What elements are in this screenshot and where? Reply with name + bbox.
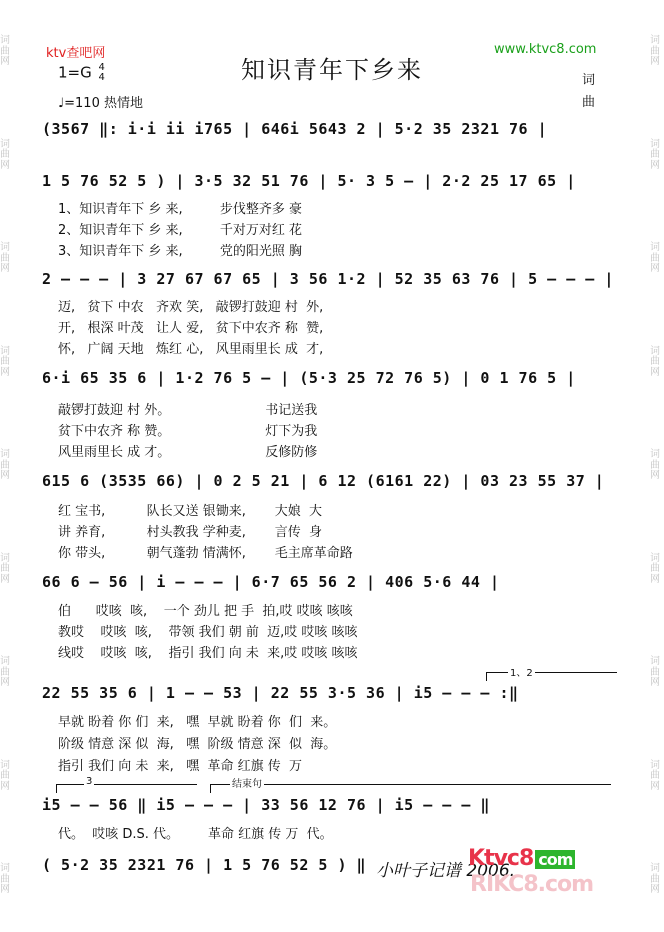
- volta-bracket-3: [56, 784, 197, 793]
- transcriber-signature: 小叶子记谱 2006.: [376, 861, 516, 881]
- lyric-row-5-verse-3: 你 带头, 朝气蓬勃 情满怀, 毛主席革命路: [58, 546, 353, 561]
- lyric-row-8: 代。 哎咳 D.S. 代。 革命 红旗 传 万 代。: [58, 827, 333, 842]
- score-row-7: 22 55 35 6 | 1 – – 53 | 22 55 3·5 36 | i5 – – – :‖: [42, 684, 519, 702]
- lyric-row-3-verse-2: 开, 根深 叶茂 让人 爱, 贫下中农齐 称 赞,: [58, 321, 324, 336]
- site-url-right[interactable]: www.ktvc8.com: [494, 42, 597, 57]
- lyric-row-7-verse-1: 早就 盼着 你 们 来, 嘿 早就 盼着 你 们 来。: [58, 715, 337, 730]
- lyric-row-3-verse-3: 怀, 广阔 天地 炼红 心, 风里雨里长 成 才,: [58, 342, 324, 357]
- score-row-5: 615 6 (3535 66) | 0 2 5 21 | 6 12 (6161 22) | 03 23 55 37 |: [42, 472, 605, 490]
- lyric-row-7-verse-3: 指引 我们 向 未 来, 嘿 革命 红旗 传 万: [58, 759, 302, 774]
- lyric-row-4-verse-2: 贫下中农齐 称 赞。 灯下为我: [58, 424, 318, 439]
- lyric-row-4-verse-3: 风里雨里长 成 才。 反修防修: [58, 445, 318, 460]
- key-signature: [58, 63, 105, 83]
- score-row-2: 1 5 76 52 5 ) | 3·5 32 51 76 | 5· 3 5 – | 2·2 25 17 65 |: [42, 172, 576, 190]
- site-name-left[interactable]: ktv查吧网: [46, 46, 106, 61]
- time-bottom: 4: [98, 72, 105, 83]
- score-row-6: 66 6 – 56 | i – – – | 6·7 65 56 2 | 406 5·6 44 |: [42, 573, 500, 591]
- lyric-row-3-verse-1: 迈, 贫下 中农 齐欢 笑, 敲锣打鼓迎 村 外,: [58, 300, 324, 315]
- key-label: 1=G: [58, 63, 92, 82]
- lyricist-label: 词: [582, 73, 596, 88]
- ending-label: 结束句: [230, 775, 264, 790]
- lyric-row-7-verse-2: 阶级 情意 深 似 海, 嘿 阶级 情意 深 似 海。: [58, 737, 337, 752]
- lyric-row-2-verse-2: 2、知识青年下 乡 来, 千对万对红 花: [58, 223, 302, 238]
- score-row-9: ( 5·2 35 2321 76 | 1 5 76 52 5 ) ‖: [42, 856, 367, 874]
- lyric-row-2-verse-3: 3、知识青年下 乡 来, 党的阳光照 胸: [58, 244, 302, 259]
- logo-box: com: [535, 850, 575, 869]
- volta-label-3: 3: [86, 776, 93, 787]
- time-signature: [99, 63, 105, 83]
- score-row-8: i5 – – 56 ‖ i5 – – – | 33 56 12 76 | i5 – – – ‖: [42, 796, 490, 814]
- lyric-row-6-verse-3: 线哎 哎咳 咳, 指引 我们 向 未 来,哎 哎咳 咳咳: [58, 646, 358, 661]
- lyric-row-4-verse-1: 敲锣打鼓迎 村 外。 书记送我: [58, 403, 318, 418]
- time-top: 4: [98, 62, 105, 73]
- tempo-marking: ♩=110 热情地: [58, 96, 143, 111]
- score-row-3: 2 – – – | 3 27 67 67 65 | 3 56 1·2 | 52 35 63 76 | 5 – – – |: [42, 270, 614, 288]
- side-watermark-left: 词曲网 词曲网 词曲网 词曲网 词曲网 词曲网 词曲网 词曲网 词曲网: [0, 35, 10, 896]
- logo-text: Ktvc8: [468, 846, 534, 871]
- composer-label: 曲: [582, 95, 596, 110]
- lyric-row-6-verse-1: 伯 哎咳 咳, 一个 劲儿 把 手 拍,哎 哎咳 咳咳: [58, 604, 353, 619]
- volta-label-1-2: 1、2: [508, 664, 535, 679]
- lyric-row-5-verse-2: 讲 养育, 村头教我 学种麦, 言传 身: [58, 525, 323, 540]
- ending-bracket: [210, 784, 611, 793]
- volta-bracket-1-2: [486, 672, 617, 681]
- credits: [582, 70, 595, 114]
- score-row-4: 6·i 65 35 6 | 1·2 76 5 – | (5·3 25 72 76 5) | 0 1 76 5 |: [42, 369, 576, 387]
- lyric-row-6-verse-2: 教哎 哎咳 咳, 带领 我们 朝 前 迈,哎 哎咳 咳咳: [58, 625, 358, 640]
- side-watermark-right: 词曲网 词曲网 词曲网 词曲网 词曲网 词曲网 词曲网 词曲网 词曲网: [650, 35, 660, 896]
- logo-watermark: RIKC8.com: [470, 872, 594, 897]
- score-row-1: (3567 ‖: i·i ii i765 | 646i 5643 2 | 5·2 35 2321 76 |: [42, 120, 548, 138]
- lyric-row-5-verse-1: 红 宝书, 队长又送 银锄来, 大娘 大: [58, 504, 323, 519]
- site-logo[interactable]: [468, 846, 575, 871]
- lyric-row-2-verse-1: 1、知识青年下 乡 来, 步伐整齐多 豪: [58, 202, 302, 217]
- song-title: 知识青年下乡来: [241, 56, 423, 84]
